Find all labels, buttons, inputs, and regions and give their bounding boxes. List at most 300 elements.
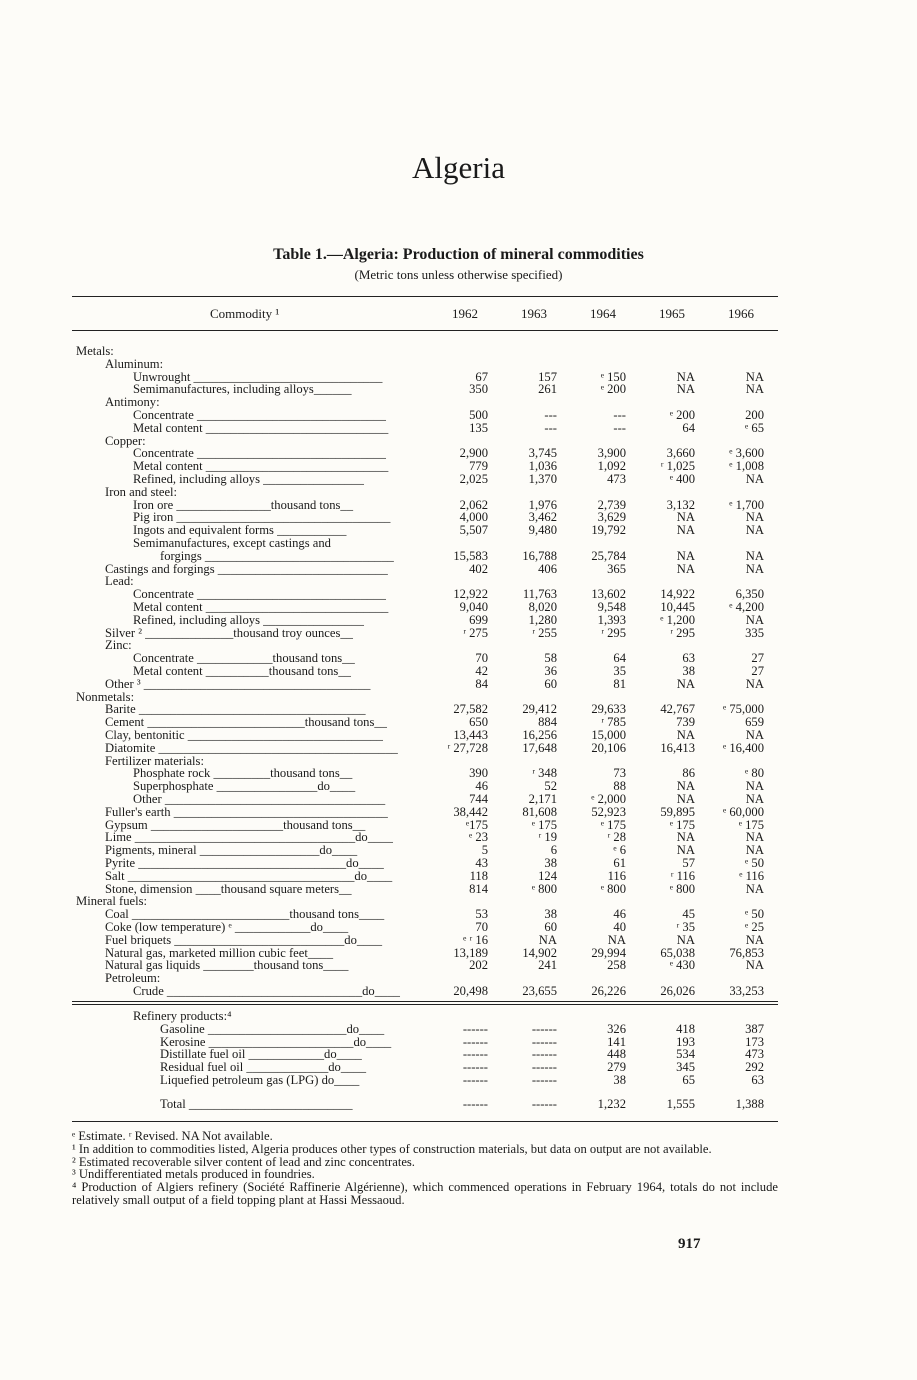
cell-value: 279 — [607, 1060, 626, 1075]
row-label: Coal _________________________thousand tons____ — [105, 908, 385, 922]
table-row — [0, 831, 917, 844]
cell-value: 36 — [544, 664, 557, 678]
cell-value: ------ — [531, 1097, 557, 1111]
cell-value: 27,582 — [453, 702, 488, 717]
cell-value: 3,629 — [597, 510, 626, 525]
row-label: Concentrate ______________________________ — [133, 409, 386, 422]
cell-value: 33,253 — [729, 984, 764, 998]
table-row — [0, 895, 917, 908]
row-label: forgings ______________________________ — [160, 549, 394, 563]
cell-value: ʳ 275 — [463, 625, 488, 640]
cell-value: 53 — [475, 907, 488, 922]
table-row — [0, 947, 917, 960]
cell-value: 200 — [745, 408, 764, 422]
table-row — [0, 1074, 917, 1087]
table-row — [0, 422, 917, 435]
cell-value: 2,171 — [528, 792, 557, 806]
table-row — [0, 652, 917, 665]
row-label: Silver ² ______________thousand troy ounces__ — [105, 626, 353, 640]
cell-value: 25,784 — [591, 548, 626, 563]
cell-value: NA — [745, 523, 764, 538]
cell-value: 19,792 — [591, 523, 626, 538]
row-label: Concentrate ______________________________ — [133, 588, 386, 602]
cell-value: 45 — [682, 907, 695, 922]
cell-value: 173 — [745, 1034, 764, 1049]
cell-value: ᵉ 80 — [745, 766, 764, 781]
cell-value: 15,583 — [453, 548, 488, 563]
row-label: Total __________________________ — [160, 1098, 353, 1111]
cell-value: 141 — [607, 1034, 626, 1049]
cell-value: 29,633 — [591, 702, 626, 717]
row-label: Phosphate rock _________thousand tons__ — [133, 767, 353, 781]
row-label: Diatomite ______________________________________ — [105, 741, 398, 755]
cell-value: 57 — [682, 856, 695, 870]
cell-value: 116 — [607, 868, 626, 883]
cell-value: ᵉ 400 — [669, 472, 695, 486]
table-row — [0, 703, 917, 716]
cell-value: 157 — [538, 369, 557, 384]
cell-value: 8,020 — [528, 600, 557, 614]
cell-value: NA — [607, 932, 626, 947]
row-label: Liquefied petroleum gas (LPG) do____ — [160, 1074, 360, 1087]
cell-value: NA — [745, 472, 764, 486]
cell-value: --- — [613, 408, 626, 422]
cell-value: ᵉ 116 — [739, 868, 764, 883]
cell-value: 6,350 — [735, 587, 764, 602]
cell-value: 63 — [751, 1073, 764, 1087]
cell-value: 258 — [607, 958, 626, 973]
footnote: ¹ In addition to commodities listed, Algeria produces other types of construction materials, but data on output are not available. — [72, 1141, 712, 1156]
year-header: 1963 — [521, 306, 547, 321]
cell-value: 20,498 — [453, 984, 488, 998]
cell-value: NA — [538, 932, 557, 947]
cell-value: NA — [745, 676, 764, 691]
cell-value: 40 — [613, 920, 626, 934]
cell-value: 10,445 — [660, 600, 695, 614]
cell-value: 261 — [538, 382, 557, 397]
footnote: ᵉ Estimate. ʳ Revised. NA Not available. — [72, 1129, 273, 1143]
cell-value: 38,442 — [453, 804, 488, 819]
cell-value: ------ — [531, 1073, 557, 1087]
row-label: Semimanufactures, including alloys______ — [133, 383, 352, 397]
row-label: Other ³ ____________________________________ — [105, 677, 371, 691]
cell-value: ʳ 116 — [670, 868, 695, 883]
cell-value: 1,555 — [666, 1097, 695, 1111]
row-label: Refinery products:⁴ — [133, 1010, 232, 1023]
cell-value: ᵉ 150 — [600, 369, 626, 384]
cell-value: 35 — [613, 664, 626, 678]
cell-value: NA — [676, 676, 695, 691]
cell-value: 365 — [607, 561, 626, 576]
table-row — [0, 345, 917, 358]
cell-value: 16,788 — [522, 548, 557, 563]
cell-value: 3,660 — [666, 446, 695, 461]
cell-value: 38 — [544, 907, 557, 922]
cell-value: 76,853 — [729, 945, 764, 960]
cell-value: ᵉ 800 — [531, 881, 557, 896]
cell-value: 335 — [745, 625, 764, 640]
cell-value: 534 — [676, 1047, 695, 1062]
footnotes — [72, 1130, 778, 1207]
table-row — [0, 1098, 917, 1111]
cell-value: 1,370 — [528, 472, 557, 486]
cell-value: 345 — [676, 1060, 695, 1075]
table-row — [0, 601, 917, 614]
row-label: Distillate fuel oil ____________do____ — [160, 1048, 362, 1062]
cell-value: ʳ 295 — [670, 625, 695, 640]
cell-value: 326 — [607, 1021, 626, 1036]
table-subtitle: (Metric tons unless otherwise specified) — [354, 267, 563, 282]
cell-value: ᵉ 175 — [669, 817, 695, 832]
cell-value: 3,900 — [597, 446, 626, 461]
row-label: Pigments, mineral ___________________do____ — [105, 844, 358, 858]
row-label: Concentrate ______________________________ — [133, 447, 386, 461]
table-row — [0, 371, 917, 384]
cell-value: ʳ 785 — [601, 715, 626, 730]
table-row — [0, 524, 917, 537]
cell-value: 779 — [469, 459, 488, 474]
cell-value: 659 — [745, 715, 764, 730]
cell-value: 15,000 — [591, 728, 626, 742]
cell-value: NA — [745, 792, 764, 806]
row-label: Fuel briquets ___________________________do____ — [105, 933, 383, 947]
table-row — [0, 1036, 917, 1049]
cell-value: ᵉ 2,000 — [591, 792, 626, 806]
cell-value: NA — [745, 932, 764, 947]
cell-value: 42 — [475, 664, 488, 678]
cell-value: 27 — [751, 651, 764, 666]
row-label: Iron ore _______________thousand tons__ — [133, 498, 354, 512]
table-row — [0, 1061, 917, 1074]
year-header: 1965 — [659, 306, 685, 321]
cell-value: 16,256 — [522, 728, 557, 742]
cell-value: 65,038 — [660, 945, 695, 960]
row-label: Fuller's earth __________________________________ — [105, 805, 388, 819]
cell-value: 5 — [481, 843, 488, 858]
cell-value: ᵉ 1,008 — [729, 459, 764, 474]
table-row — [0, 1010, 917, 1023]
row-label: Refined, including alloys ________________ — [133, 613, 364, 627]
table-row — [0, 665, 917, 678]
cell-value: ᵉ175 — [465, 817, 488, 832]
cell-value: ᵉ 800 — [669, 881, 695, 896]
cell-value: 61 — [613, 856, 626, 870]
cell-value: 4,000 — [459, 510, 488, 525]
table-row — [0, 780, 917, 793]
row-label: Gasoline ______________________do____ — [160, 1022, 385, 1036]
cell-value: 118 — [469, 868, 488, 883]
cell-value: ------ — [531, 1060, 557, 1075]
row-label: Semimanufactures, except castings and — [133, 537, 331, 550]
cell-value: ᵉ 200 — [600, 382, 626, 397]
cell-value: 60 — [544, 676, 557, 691]
row-label: Coke (low temperature) ᵉ ____________do____ — [105, 921, 349, 934]
cell-value: 1,976 — [528, 497, 557, 512]
cell-value: ʳ 28 — [607, 830, 626, 845]
table-row — [0, 499, 917, 512]
cell-value: 42,767 — [660, 702, 695, 717]
cell-value: ------ — [531, 1021, 557, 1036]
cell-value: 46 — [613, 907, 626, 922]
cell-value: 59,895 — [660, 804, 695, 819]
cell-value: NA — [676, 932, 695, 947]
cell-value: ------ — [462, 1097, 488, 1111]
cell-value: --- — [613, 420, 626, 435]
cell-value: ʳ 295 — [601, 625, 626, 640]
cell-value: 81 — [613, 676, 626, 691]
row-label: Unwrought ______________________________ — [133, 370, 383, 384]
year-header: 1962 — [452, 306, 478, 321]
table-row — [0, 627, 917, 640]
cell-value: 64 — [613, 651, 626, 666]
table-row — [0, 639, 917, 652]
cell-value: 13,602 — [591, 587, 626, 602]
table-row — [0, 767, 917, 780]
row-label: Other ___________________________________ — [133, 793, 386, 806]
cell-value: 9,040 — [459, 600, 488, 614]
cell-value: ᵉ 65 — [745, 420, 764, 435]
table-row — [0, 358, 917, 371]
cell-value: 64 — [682, 420, 695, 435]
cell-value: 58 — [544, 651, 557, 666]
cell-value: 500 — [469, 408, 488, 422]
year-header: 1966 — [728, 306, 754, 321]
cell-value: 2,025 — [459, 472, 488, 486]
cell-value: 81,608 — [522, 804, 557, 819]
row-label: Salt ____________________________________do____ — [105, 869, 393, 883]
row-label: Petroleum: — [105, 972, 161, 986]
row-label: Lime ___________________________________do____ — [105, 831, 393, 845]
cell-value: 3,132 — [666, 497, 695, 512]
cell-value: 406 — [538, 561, 557, 576]
cell-value: NA — [676, 523, 695, 538]
cell-value: 699 — [469, 612, 488, 627]
cell-value: ᵉ 1,200 — [660, 612, 695, 627]
cell-value: ------ — [462, 1047, 488, 1062]
cell-value: 27 — [751, 664, 764, 678]
cell-value: 23,655 — [522, 984, 557, 998]
row-label: Natural gas, marketed million cubic feet____ — [105, 946, 334, 960]
year-header: 1964 — [590, 306, 616, 321]
cell-value: 202 — [469, 958, 488, 973]
table-row — [0, 550, 917, 563]
cell-value: NA — [676, 510, 695, 525]
cell-value: 43 — [475, 856, 488, 870]
cell-value: 2,062 — [459, 497, 488, 512]
cell-value: 402 — [469, 561, 488, 576]
cell-value: ᵉ 1,700 — [729, 497, 764, 512]
cell-value: ᵉ 23 — [469, 830, 488, 845]
footnote: ³ Undifferentiated metals produced in foundries. — [72, 1167, 315, 1182]
cell-value: 1,036 — [528, 459, 557, 474]
cell-value: ᵉ 430 — [669, 958, 695, 973]
cell-value: ᵉ 3,600 — [729, 446, 764, 461]
cell-value: 3,462 — [528, 510, 557, 525]
cell-value: 29,994 — [591, 945, 626, 960]
table-row — [0, 1023, 917, 1036]
cell-value: 38 — [613, 1073, 626, 1087]
cell-value: ʳ 255 — [532, 625, 557, 640]
row-label: Clay, bentonitic _______________________________ — [105, 729, 383, 742]
cell-value: ʳ 1,025 — [660, 459, 695, 474]
row-label: Nonmetals: — [76, 690, 135, 704]
cell-value: 13,443 — [453, 728, 488, 742]
cell-value: 448 — [607, 1047, 626, 1062]
cell-value: 418 — [676, 1021, 695, 1036]
row-label: Kerosine _______________________do____ — [160, 1035, 392, 1049]
table-row — [0, 588, 917, 601]
table-row — [0, 486, 917, 499]
petroleum-rule — [72, 1001, 778, 1002]
cell-value: 11,763 — [522, 587, 557, 602]
table-row — [0, 819, 917, 832]
table-row — [0, 563, 917, 576]
cell-value: 63 — [682, 651, 695, 666]
cell-value: ʳ 35 — [676, 920, 695, 934]
cell-value: 88 — [613, 779, 626, 794]
cell-value: 2,900 — [459, 446, 488, 461]
row-label: Pig iron __________________________________ — [133, 511, 391, 525]
row-label: Superphosphate ________________do____ — [133, 780, 356, 794]
cell-value: ------ — [462, 1021, 488, 1036]
table-row — [0, 473, 917, 486]
cell-value: 814 — [469, 881, 488, 896]
row-label: Stone, dimension ____thousand square meters__ — [105, 882, 352, 896]
table-row — [0, 614, 917, 627]
table-row — [0, 883, 917, 896]
cell-value: ʳ 348 — [532, 766, 557, 781]
cell-value: ------ — [462, 1073, 488, 1087]
cell-value: 14,922 — [660, 587, 695, 602]
cell-value: NA — [676, 792, 695, 806]
row-label: Mineral fuels: — [76, 895, 147, 909]
cell-value: 387 — [745, 1021, 764, 1036]
cell-value: 1,388 — [735, 1097, 764, 1111]
row-label: Barite ____________________________________ — [105, 703, 366, 717]
cell-value: ᵉ 175 — [531, 817, 557, 832]
cell-value: ᵉ 25 — [745, 920, 764, 934]
table-row — [0, 908, 917, 921]
cell-value: ᵉ 200 — [669, 408, 695, 422]
cell-value: ᵉ 50 — [745, 856, 764, 870]
cell-value: 1,280 — [528, 612, 557, 627]
table-row — [0, 870, 917, 883]
table-bottom-rule — [72, 1121, 778, 1122]
table-row — [0, 678, 917, 691]
row-label: Aluminum: — [105, 357, 164, 371]
table-row — [0, 435, 917, 448]
cell-value: ------ — [531, 1034, 557, 1049]
cell-value: 17,648 — [522, 740, 557, 755]
cell-value: ------ — [462, 1034, 488, 1049]
cell-value: 9,480 — [528, 523, 557, 538]
table-row — [0, 985, 917, 998]
cell-value: 38 — [544, 856, 557, 870]
table-row — [0, 806, 917, 819]
cell-value: 86 — [682, 766, 695, 781]
cell-value: 52,923 — [591, 804, 626, 819]
cell-value: 29,412 — [522, 702, 557, 717]
table-row — [0, 844, 917, 857]
cell-value: 6 — [550, 843, 557, 858]
cell-value: ᵉ 175 — [738, 817, 764, 832]
row-label: Residual fuel oil _____________do____ — [160, 1061, 367, 1075]
row-label: Iron and steel: — [105, 485, 178, 499]
row-label: Metal content _____________________________ — [133, 460, 389, 474]
cell-value: 26,026 — [660, 984, 695, 998]
row-label: Gypsum _____________________thousand tons__ — [105, 818, 366, 832]
cell-value: NA — [676, 728, 695, 742]
cell-value: 350 — [469, 382, 488, 397]
cell-value: 650 — [469, 715, 488, 730]
row-label: Fertilizer materials: — [105, 754, 204, 768]
row-label: Pyrite _________________________________do____ — [105, 857, 384, 870]
table-row — [0, 511, 917, 524]
cell-value: ᵉ 6 — [613, 843, 626, 858]
cell-value: --- — [544, 408, 557, 422]
cell-value: 65 — [682, 1073, 695, 1087]
cell-value: 67 — [475, 369, 488, 384]
cell-value: 2,739 — [597, 497, 626, 512]
row-label: Concentrate ____________thousand tons__ — [133, 652, 355, 666]
row-label: Castings and forgings ___________________________ — [105, 562, 388, 576]
cell-value: NA — [745, 561, 764, 576]
table-row — [0, 959, 917, 972]
page-number: 917 — [678, 1236, 701, 1252]
cell-value: 70 — [475, 920, 488, 934]
row-label: Metal content _____________________________ — [133, 601, 389, 614]
table-row — [0, 460, 917, 473]
cell-value: ᵉ 50 — [745, 907, 764, 922]
cell-value: NA — [745, 830, 764, 845]
cell-value: ------ — [531, 1047, 557, 1062]
cell-value: ᵉ 60,000 — [722, 804, 764, 819]
row-label: Copper: — [105, 434, 146, 448]
cell-value: 20,106 — [591, 740, 626, 755]
cell-value: 12,922 — [453, 587, 488, 602]
cell-value: 9,548 — [597, 600, 626, 614]
cell-value: ᵉ 16,400 — [722, 740, 764, 755]
cell-value: 135 — [469, 420, 488, 435]
row-label: Cement _________________________thousand tons__ — [105, 716, 387, 730]
cell-value: NA — [676, 369, 695, 384]
row-label: Natural gas liquids ________thousand tons____ — [105, 959, 349, 973]
petroleum-rule-double — [72, 1004, 778, 1005]
cell-value: 241 — [538, 958, 557, 973]
cell-value: 1,092 — [597, 459, 626, 474]
cell-value: 1,393 — [597, 612, 626, 627]
cell-value: 46 — [475, 779, 488, 794]
cell-value: 38 — [682, 664, 695, 678]
table-row — [0, 447, 917, 460]
cell-value: ------ — [462, 1060, 488, 1075]
cell-value: 5,507 — [459, 523, 488, 538]
cell-value: 473 — [607, 472, 626, 486]
table-row — [0, 396, 917, 409]
cell-value: NA — [745, 612, 764, 627]
cell-value: NA — [676, 779, 695, 794]
cell-value: 473 — [745, 1047, 764, 1062]
table-row — [0, 755, 917, 768]
footnote: ² Estimated recoverable silver content of lead and zinc concentrates. — [72, 1154, 415, 1169]
cell-value: NA — [676, 382, 695, 397]
commodity-header: Commodity ¹ — [210, 306, 280, 321]
cell-value: 292 — [745, 1060, 764, 1075]
cell-value: 744 — [469, 792, 488, 806]
cell-value: 70 — [475, 651, 488, 666]
cell-value: 884 — [538, 715, 557, 730]
row-label: Metals: — [76, 345, 114, 358]
